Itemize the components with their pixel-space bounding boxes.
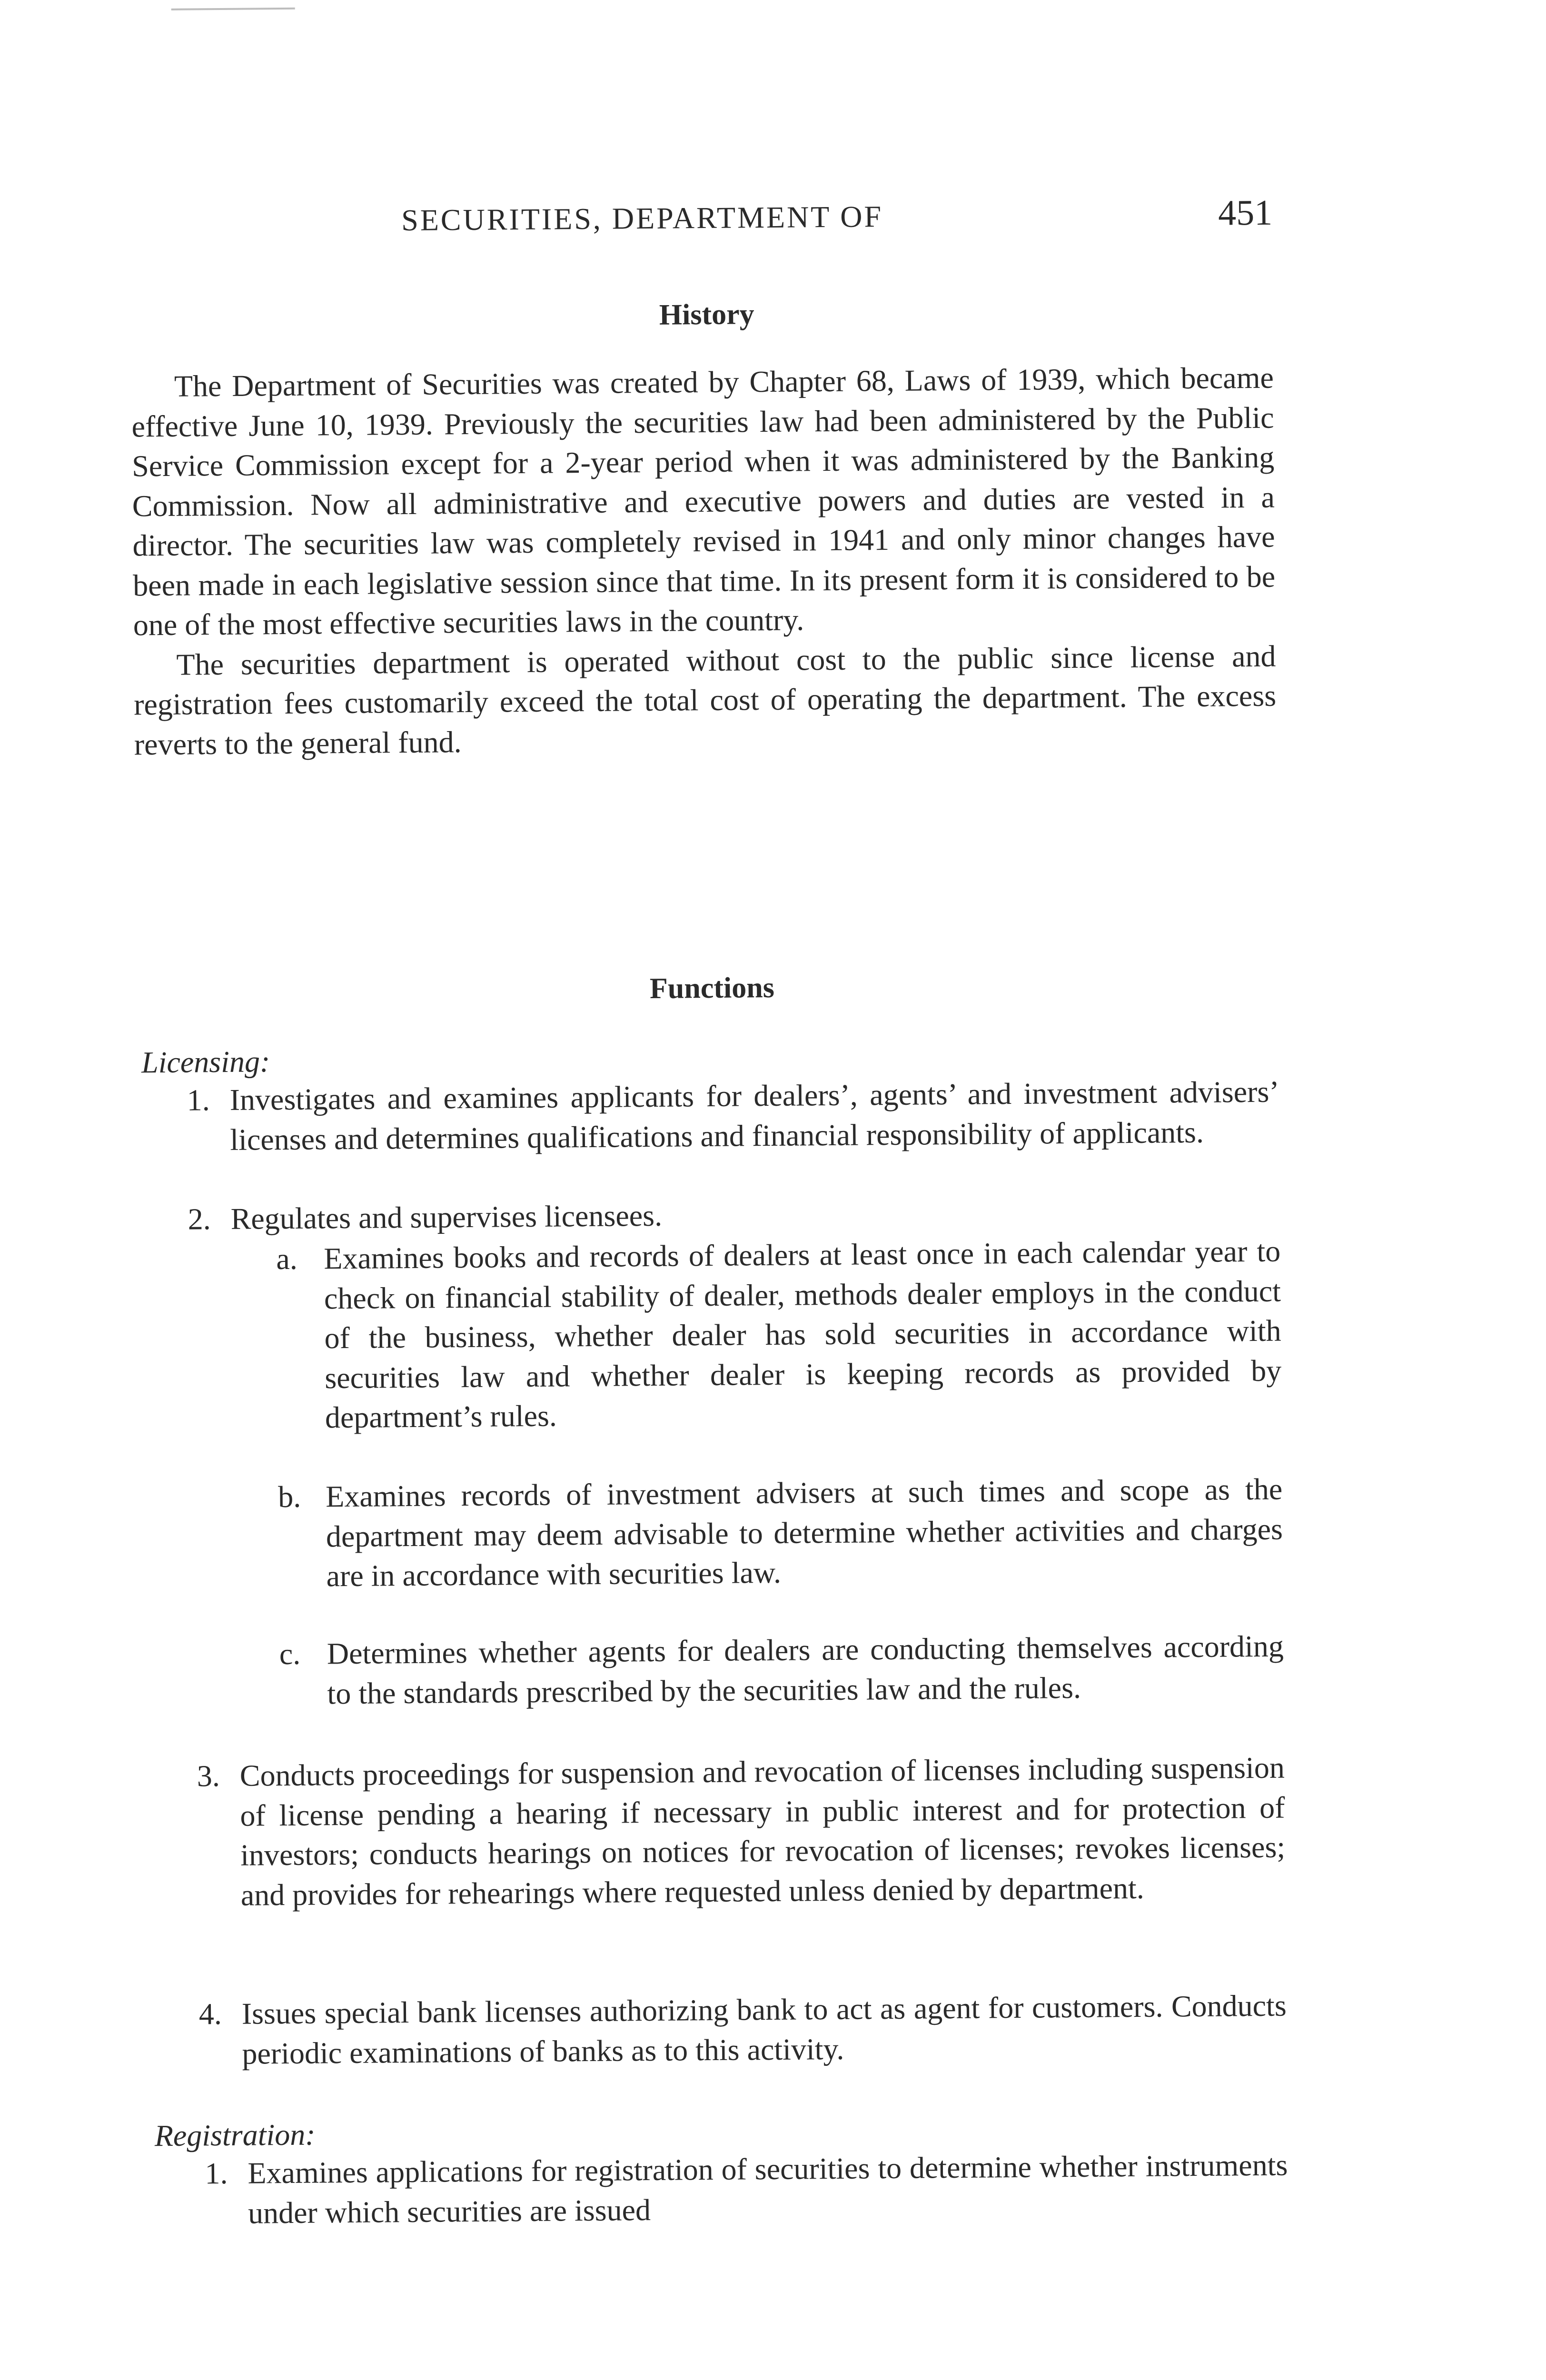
list-item-text: Examines records of investment advisers at such times and scope as the department may deem advisable to determine whether activities and charges are in accordance with securities law. [325,1472,1283,1593]
licensing-subitem-a [276,1231,1282,1438]
running-header [401,192,1273,250]
registration-item-1 [205,2145,1288,2233]
registration-label: Registration: [154,2117,316,2153]
running-header-title: SECURITIES, DEPARTMENT OF [401,199,883,238]
list-item-text: Issues special bank licenses authorizing bank to act as agent for customers. Conducts periodic examinations of banks as to this activity. [241,1988,1287,2071]
list-marker: 1. [205,2156,228,2191]
history-paragraph: The securities department is operated without cost to the public since license and registration fees customarily exceed the total cost of operating the department. The excess reverts to the general fund. [133,639,1277,761]
list-item-text: Conducts proceedings for suspension and revocation of licenses including suspension of license pending a hearing if necessary in public interest and for protection of investors; conducts hearings on notices for revocation of licenses; revokes licenses; and provides for rehearings where requested unless denied by department. [239,1750,1286,1912]
history-section [131,358,1277,764]
list-marker: c. [279,1636,301,1671]
list-item-text: Examines applications for registration of securities to determine whether instruments under which securities are issued [248,2148,1288,2230]
licensing-subitem-b [277,1469,1283,1596]
licensing-item-2 [188,1191,1280,1239]
list-item-text: Regulates and supervises licensees. [230,1198,663,1236]
licensing-item-1 [187,1072,1279,1160]
list-item-text: Examines books and records of dealers at least once in each calendar year to check on financial stability of dealer, methods dealer employs in the conduct of the business, whether dealer has sold securities in accordance with securities law and whether dealer is keeping records as provided by department’s rules. [324,1234,1282,1435]
licensing-subitem-c [279,1626,1284,1714]
list-marker: b. [277,1479,301,1514]
list-marker: 2. [188,1202,211,1236]
page-number: 451 [1218,192,1273,233]
list-marker: 4. [198,1997,222,2031]
list-marker: 1. [187,1083,210,1117]
functions-heading: Functions [649,971,775,1005]
history-heading: History [659,298,754,331]
licensing-item-3 [197,1748,1286,1915]
history-paragraph: The Department of Securities was created by Chapter 68, Laws of 1939, which became effective June 10, 1939. Previously the securities law had been administered by the Public Service Commission except for a 2-year period when it was administered by the Banking Commission. Now all administrative and executive powers and duties are vested in a director. The securities law was completely revised in 1941 and only minor changes have been made in each legislative session since that time. In its present form it is considered to be one of the most effective securities laws in the country. [131,360,1276,642]
list-marker: 3. [197,1759,220,1793]
list-item-text: Determines whether agents for dealers are conducting themselves according to the standards prescribed by the securities law and the rules. [327,1629,1284,1710]
licensing-label: Licensing: [141,1044,270,1080]
licensing-item-4 [198,1986,1287,2073]
scan-artifact-top [171,8,295,10]
list-marker: a. [276,1241,298,1276]
list-item-text: Investigates and examines applicants for dealers’, agents’ and investment advisers’ licenses and determines qualifications and financial responsibility of applicants. [229,1074,1279,1157]
